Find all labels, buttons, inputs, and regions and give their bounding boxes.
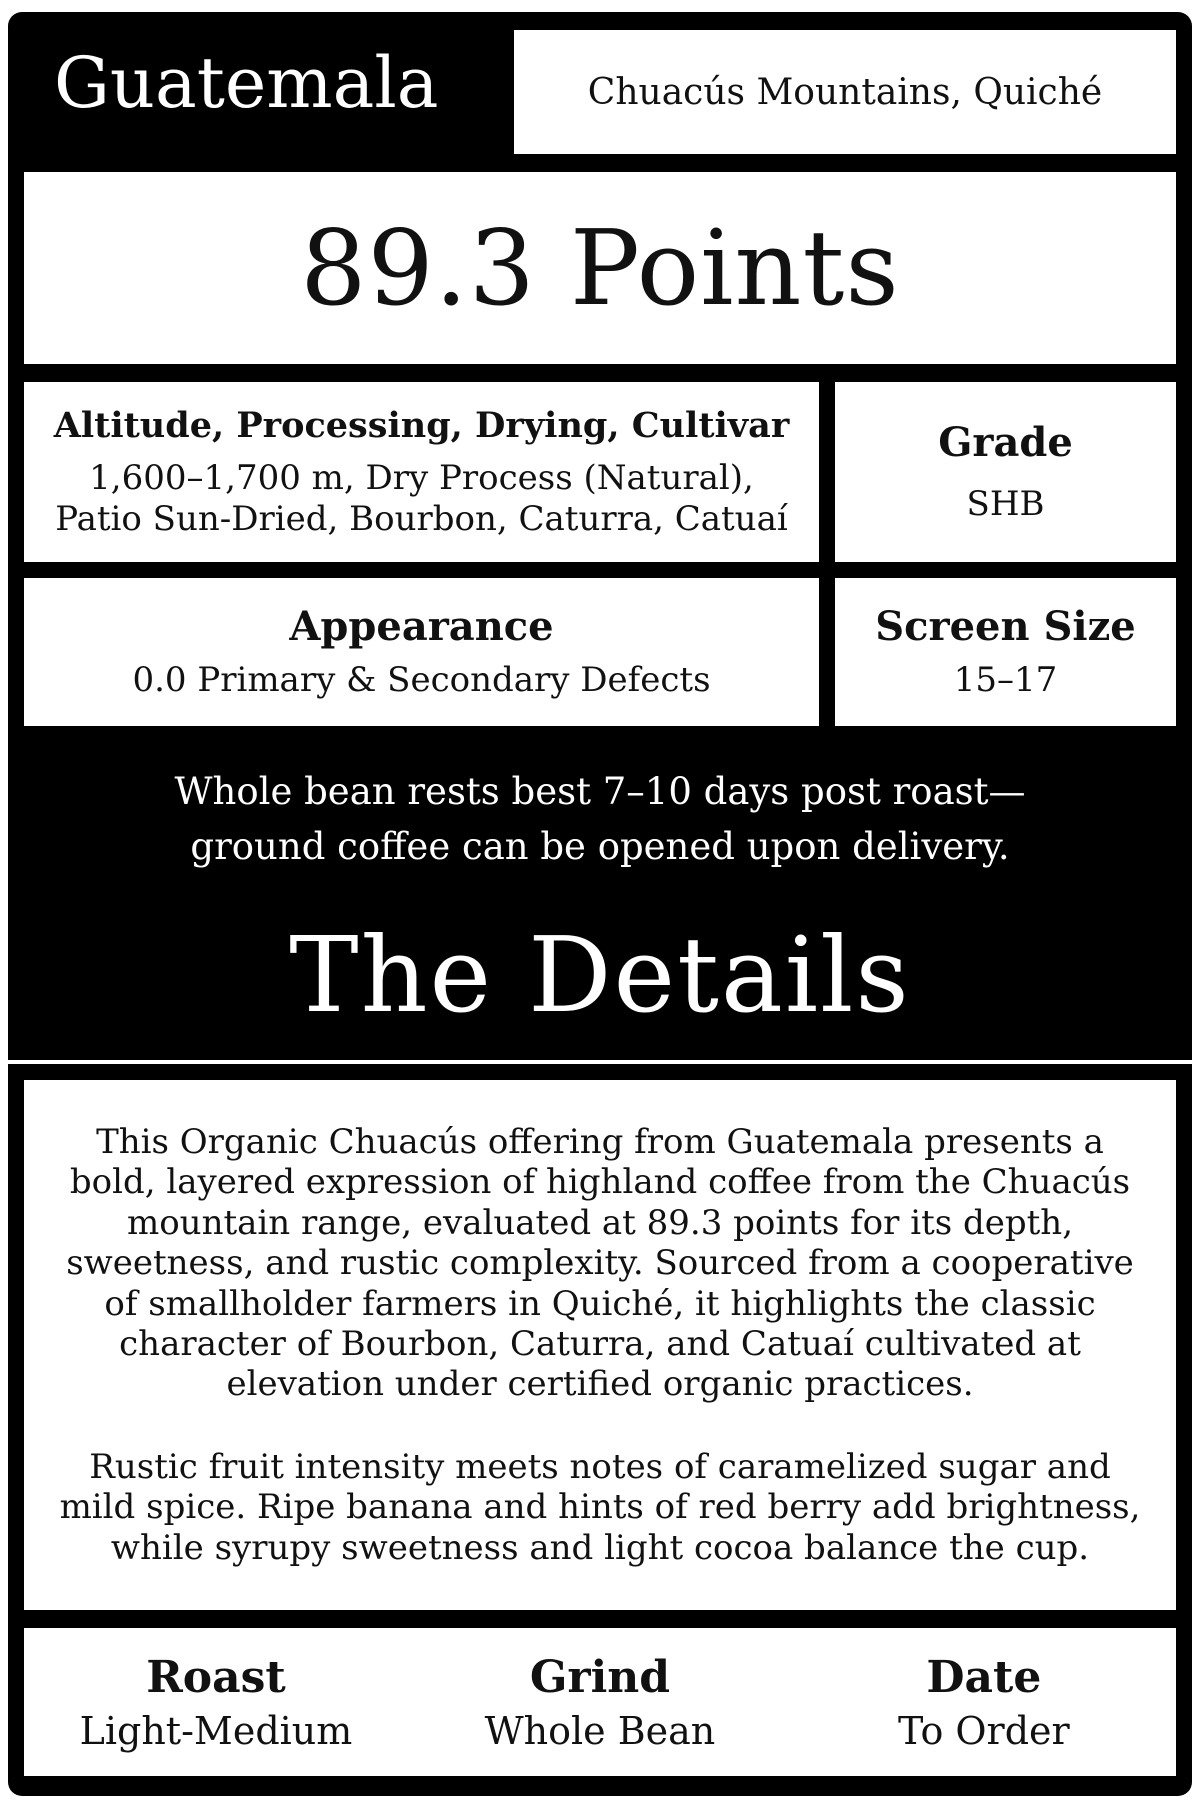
rest-notice-line2: ground coffee can be opened upon delivery. bbox=[190, 825, 1010, 868]
score-text: 89.3 Points bbox=[300, 207, 900, 329]
footer-grind bbox=[408, 1652, 792, 1753]
rest-notice-line1: Whole bean rests best 7–10 days post roast— bbox=[174, 770, 1026, 814]
grind-label: Grind bbox=[529, 1651, 671, 1703]
footer-box bbox=[24, 1628, 1176, 1776]
roast-value: Light-Medium bbox=[79, 1708, 353, 1753]
region-box bbox=[514, 30, 1176, 154]
description-paragraph-2: Rustic fruit intensity meets notes of caramelized sugar and mild spice. Ripe banana and hints of red berry add brightness, while syrupy sweetness and light cocoa balance the cup. bbox=[59, 1446, 1141, 1568]
grade-box bbox=[835, 382, 1176, 562]
rest-notice bbox=[24, 760, 1176, 880]
altitude-box bbox=[24, 382, 819, 562]
screen-size-box bbox=[835, 578, 1176, 726]
screen-size-label: Screen Size bbox=[875, 603, 1136, 651]
altitude-value-line1: 1,600–1,700 m, Dry Process (Natural), bbox=[89, 458, 754, 499]
appearance-value: 0.0 Primary & Secondary Defects bbox=[132, 660, 711, 701]
description-paragraph-1: This Organic Chuacús offering from Guatemala presents a bold, layered expression of highland coffee from the Chuacús mountain range, evaluated at 89.3 points for its depth, sweetness, and rustic complexity. Sourced from a cooperative of smallholder farmers in Quiché, it highlights the classic character of Bourbon, Caturra, and Catuaí cultivated at elevation under certified organic practices. bbox=[66, 1121, 1134, 1405]
score-box bbox=[24, 172, 1176, 364]
appearance-label: Appearance bbox=[289, 603, 554, 651]
country-title: Guatemala bbox=[54, 42, 439, 124]
grade-label: Grade bbox=[938, 419, 1073, 467]
altitude-value-line2: Patio Sun-Dried, Bourbon, Caturra, Catuaí bbox=[55, 498, 788, 539]
altitude-label: Altitude, Processing, Drying, Cultivar bbox=[53, 405, 790, 447]
footer-roast bbox=[24, 1652, 408, 1753]
region-text: Chuacús Mountains, Quiché bbox=[587, 71, 1103, 113]
details-heading: The Details bbox=[289, 914, 911, 1036]
footer-date bbox=[792, 1652, 1176, 1753]
grade-value: SHB bbox=[966, 484, 1045, 525]
screen-size-value: 15–17 bbox=[953, 660, 1058, 701]
roast-label: Roast bbox=[146, 1651, 286, 1703]
section-divider bbox=[0, 1060, 1200, 1064]
grind-value: Whole Bean bbox=[484, 1708, 716, 1753]
date-value: To Order bbox=[898, 1708, 1070, 1753]
date-label: Date bbox=[926, 1651, 1042, 1703]
appearance-box bbox=[24, 578, 819, 726]
description-box bbox=[24, 1080, 1176, 1610]
